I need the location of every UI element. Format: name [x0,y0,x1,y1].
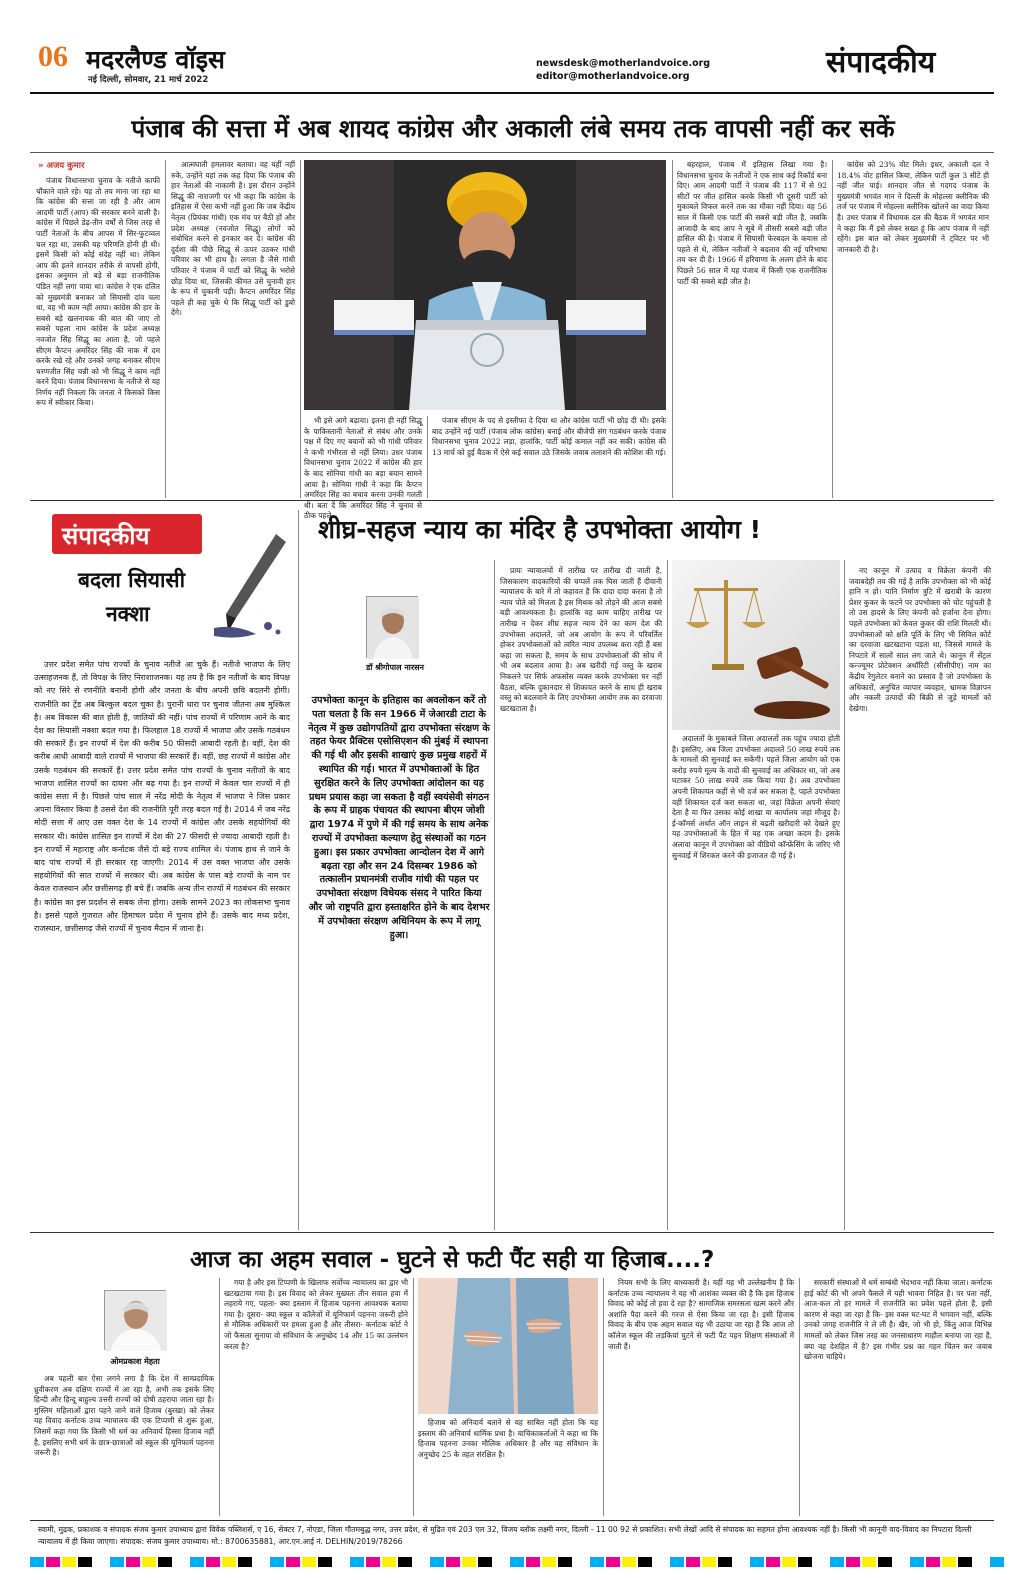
article2-col1: प्रायः न्यायालयों में तारीख पर तारीख दी जाती है, जिसकारण वादकारियों की चप्पलें तक घिस जाती हैं दीवानी न्यायालय के बारे में तो कहावत है कि दादा दादा करता है तो न्याय पोते को मिलता है इस मिथक को तोड़ने की आज सबसे बड़ी आवश्यकता है। हालांकि यह काम चाहिए तारीख पर तारीख न देकर शीघ्र सहज न्याय देने का काम देश की उपभोक्ता अदालतें, जो अब आयोग के रूप में परिवर्तित होकर उपभोक्ताओं को त्वरित न्याय उपलब्ध करा रही हैं बस कहा जा सकता है, समय के साथ उपभोक्ताओं की सोच में भी अब बदलाव आया है। अब खरीदी गई वस्तु के खराब निकलने पर सिर्फ अफसोस व्यक्त करके उपभोक्ता घर नहीं बैठता, बल्कि दुकानदार से शिकायत करने के साथ ही खराब वस्तु को बदलवाने के लिए उपभोक्ता आयोग तक का दरवाजा खटखटाता है। [500,566,662,713]
registration-swatch [942,1557,956,1567]
registration-swatch [526,1557,540,1567]
article2-bottom-rule [30,1232,994,1233]
article1-col1: पंजाब विधानसभा चुनाव के नतीजे काफी चौंकाने वाले रहे। यह तो तय माना जा रहा था कि कांग्रेस की सत्ता जा रही है और आम आदमी पार्टी (आप) की सरकार बनने वाली है। कांग्रेस में पिछले डेढ़-तीन वर्षों से जिस तरह से पार्टी नेताओं के बीच आपस में सिर-फुटव्वल चल रहा था, उसकी यह परिणति होनी ही थी। इसमें किसी को कोई संदेह नहीं था। लेकिन आप की इतने शानदार तरीके से वापसी होगी, इसका अनुमान तो बड़े से बड़ा राजनीतिक पंडित नहीं लगा पाया था। कांग्रेस ने एक दलित को मुख्यमंत्री बनाकर जो सियासी दांव चला था, वह भी काम नहीं आया। कांग्रेस की हार के सबसे बड़े खलनायक की बात की जाए तो सबसे पहला नाम कांग्रेस के प्रदेश अध्यक्ष नवजोत सिंह सिद्धू का आता है, जो पहले सीएम कैप्टन अमरिंदर सिंह की नाक में दम करके रखे रहे और उनको जगह बनाकर सीएम चरणजीत सिंह चन्नी को भी सिद्धू ने काम नहीं करने दिया। पंजाब विधानसभा के नतीजे से यह निर्णय नहीं निकला कि जनता ने किसको किस रूप में स्वीकार किया। [36,176,160,408]
registration-swatch [158,1557,172,1567]
editorial-body: उत्तर प्रदेश समेत पांच राज्यों के चुनाव नतीजे आ चुके हैं। नतीजे भाजपा के लिए उत्साहजनक हैं, तो विपक्ष के लिए निराशाजनक। यह तय है कि इन नतीजों के बाद विपक्ष को नए सिरे से रणनीति बनानी होगी और जनता के बीच अपनी छवि बदलनी होगी। राजनीति का ट्रेंड अब बिल्कुल बदल चुका है। पुरानी धारा पर चुनाव जीतना अब मुश्किल है। अब विकास की बात होती है, जातियों की नहीं। पांच राज्यों में परिणाम आने के बाद देश का सियासी नक्शा बदल गया है। फिलहाल 18 राज्यों में भाजपा और उसके गठबंधन की सरकारें हैं। इन राज्यों में देश की करीब 50 फीसदी आबादी रहती है। वहीं, देश की करीब आधी आबादी वाले राज्यों में भाजपा की सरकारें हैं। वहीं, छह राज्यों में कांग्रेस और उसके गठबंधन की सरकारें हैं। उत्तर प्रदेश समेत पांच राज्यों के चुनाव नतीजों के बाद भाजपा शासित राज्यों का दायरा और बढ़ गया है। इन राज्यों में केवल चार राज्यों में ही कांग्रेस सत्ता में है। पिछले पांच साल में नरेंद्र मोदी के नेतृत्व में भाजपा ने जिस प्रकार अपना विस्तार किया है उससे देश की राजनीति पूरी तरह बदल गई है। 2014 में जब नरेंद्र मोदी सत्ता में आए उस वक्त देश के 14 राज्यों में कांग्रेस और उसके सहयोगियों की सरकार थी। कांग्रेस शासित इन राज्यों में देश की 27 फीसदी से ज्यादा आबादी रहती है। इन राज्यों में महाराष्ट्र और कर्नाटक जैसे दो बड़े राज्य शामिल थे। पंजाब हाथ से जाने के बाद पांच राज्यों में ही सरकार रह जाएगी। 2014 में उस वक्त भाजपा और उसके सहयोगियों की सात राज्यों में सरकार थी। अब कांग्रेस के पास बड़े राज्यों के नाम पर केवल राजस्थान और छत्तीसगढ़ ही बचे हैं। जबकि अन्य तीन राज्यों में गठबंधन की सरकार है। कांग्रेस का इस प्रदर्शन से सबक लेना होगा। उसके सामने 2023 का लोकसभा चुनाव है। इससे पहले गुजरात और हिमाचल प्रदेश में चुनाव होने हैं। उसके बाद मध्य प्रदेश, राजस्थान, छत्तीसगढ़ जैसे राज्यों में चुनाव मैदान में जाना है। [34,660,290,934]
page-number: 06 [38,40,68,73]
registration-swatch [702,1557,716,1567]
registration-swatch [350,1557,364,1567]
registration-swatch [750,1557,764,1567]
registration-swatch [734,1557,748,1567]
registration-swatch [414,1557,428,1567]
registration-swatch [46,1557,60,1567]
registration-swatch [126,1557,140,1567]
registration-swatch [846,1557,860,1567]
registration-swatch [382,1557,396,1567]
article3-col4: नियम सभी के लिए बाध्यकारी है। यहीं यह भी उल्लेखनीय है कि कर्नाटक उच्च न्यायालय ने यह भी आशंका व्यक्त की है कि इस हिजाब विवाद को कोई तो हवा दे रहा है? सामाजिक समरसता खत्म करने और अशांति पैदा करने की गरज से ऐसा किया जा रहा है। इसी हिजाब विवाद के बीच एक अहम सवाल यह भी उठाया जा रहा है कि आज तो कॉलेज स्कूल की लड़कियां घुटने से फटी पैंट पहन शिक्षण संस्थाओं में जाती हैं। [608,1278,794,1351]
registration-bar [30,1554,994,1568]
registration-swatch [766,1557,780,1567]
article3-jeans-photo [418,1278,598,1414]
registration-swatch [926,1557,940,1567]
article2-headline: शीघ्र-सहज न्याय का मंदिर है उपभोक्ता आयोग ! [318,515,762,544]
article3-author-caption: ओमप्रकाश मेहता [110,1357,160,1366]
article2-col2: अदालतों के मुकाबले जिला अदालतों तक पहुंच ज्यादा होती है। इसलिए, अब जिला उपभोक्ता अदालतें 50 लाख रुपये तक के मामलों की सुनवाई कर सकेंगी। पहले जिला आयोग को एक करोड़ रुपये मूल्य के वादों की सुनवाई का अधिकार था, जो अब घटाकर 50 लाख रुपये तक किया गया है। अब उपभोक्ता अपनी शिकायत कहीं से भी दर्ज कर सकता है, पहले उपभोक्ता वहीं शिकायत दर्ज करा सकता था, जहां विक्रेता अपनी सेवाएं देता है या फिर उसका कोई शाखा या कार्यालय जहां मौजूद है। ई-कॉमर्स अर्थात ऑन लाइन से बढ़ती खरीदारी को देखते हुए यह उपभोक्ताओं के हित में यह एक अच्छा कदम है। इसके अलावा कानून में उपभोक्ता को वीडियो कॉन्फ्रेंसिंग के जरिए भी सुनवाई में शिरकत करने की इजाजत दी गई है। [672,734,840,860]
registration-swatch [606,1557,620,1567]
registration-swatch [990,1557,1004,1567]
article2-pullquote: उपभोक्ता कानून के इतिहास का अवलोकन करें तो पता चलता है कि सन 1966 में जेआरडी टाटा के नेतृत्व में कुछ उद्योगपतियों द्वारा उपभोक्ता संरक्षण के तहत फेयर प्रैक्टिस एसोसिएशन की मुंबई में स्थापना की गई थी और इसकी शाखाएं कुछ प्रमुख शहरों में स्थापित की गई। भारत में उपभोक्ताओं के हित सुरक्षित करने के लिए उपभोक्ता आंदोलन का यह प्रथम प्रयास कहा जा सकता है वहीं स्वयंसेवी संगठन के रूप में ग्राहक पंचायत की स्थापना बीएम जोशी द्वारा 1974 में पुणे में की गई समय के साथ अनेक राज्यों में उपभोक्ता कल्याण हेतु संस्थाओं का गठन हुआ। इस प्रकार उपभोक्ता आन्दोलन देश में आगे बढ़ता रहा और सन 24 दिसम्बर 1986 को तत्कालीन प्रधानमंत्री राजीव गांधी की पहल पर उपभोक्ता संरक्षण विधेयक संसद ने पारित किया और जो राष्ट्रपति द्वारा हस्ताक्षरित होने के बाद देशभर में उपभोक्ता संरक्षण अधिनियम के रूप में लागू हुआ। [308,695,490,941]
footer-imprint: स्वामी, मुद्रक, प्रकाशक व संपादक संजय कुमार उपाध्याय द्वारा विवेक पब्लिशर्स, ए 16, सेक्टर 7, नोएडा, जिला गौतमबुद्ध नगर, उत्तर प्रदेश, से मुद्रित एवं 203 एल 32, विजय ब्लॉक लक्ष्मी नगर, दिल्ली - 11 00 92 से प्रकाशित। सभी लेखों आदि से संपादक का सहमत होना आवश्यक नहीं है। किसी भी कानूनी वाद-विवाद का निपटारा दिल्ली न्यायालय में ही किया जाएगा। संपादक: संजय कुमार उपाध्याय। मो.: 8700635881, आर.एन.आई नं. DELHIN/2019/78266 [38,1525,972,1546]
footer-rule [30,1520,994,1521]
registration-swatch [366,1557,380,1567]
editorial-title-1: बदला सियासी [78,568,186,592]
registration-swatch [782,1557,796,1567]
article2-author-photo [366,596,418,658]
registration-swatch [686,1557,700,1567]
article2-col3: नए कानून में उत्पाद व विक्रेता कंपनी की जवाबदेही तय की गई है ताकि उपभोक्ता को भी कोई हानि न हो। यानि निर्माण त्रुटि में खराबी के कारण प्रेशर कुकर के फटने पर उपभोक्ता को चोट पहुंचती है तो उस हादसे के लिए कंपनी को हर्जाना देना होगा। पहले उपभोक्ता को केवल कुकर की राशि मिलती थी। उपभोक्ताओं को क्षति पूर्ति के लिए भी सिविल कोर्ट का दरवाजा खटखटाना पड़ता था, जिससे मामले के निपटारे में सालों साल लग जाते थे। कानून में सेंट्रल कन्ज्यूमर प्रोटेक्शन अथॉरिटी (सीसीपीए) नाम का केंद्रीय रेगुलेटर बनाने का प्रस्ताव है जो उपभोक्ता के अधिकारों, अनुचित व्यापार व्यवहार, भ्रामक विज्ञापन और नकली उत्पादों की बिक्री से जुड़े मामलों को देखेगा। [849,566,991,713]
article2-gavel-photo [672,560,840,730]
registration-swatch [830,1557,844,1567]
registration-swatch [174,1557,188,1567]
registration-swatch [222,1557,236,1567]
article3-col5: सरकारी संस्थाओं में धर्म सम्बंधी भेदभाव नहीं किया जाता। कर्नाटक हाई कोर्ट की भी अपने फैसले में यही भावना निहित है। पर पता नहीं, आज-कल तो हर मामले में राजनीति का प्रवेश पहले होता है, इसी कारण से कहा जा रहा है कि- इस वक्त घट-घट में भगवान नहीं, बल्कि उनको जगह राजनीति ने ले ली है। खैर, जो भी हो, किंतु आज विभिन्न मामलों को लेकर जिस तरह का जनसाधारण माहौल बनाया जा रहा है, क्या वह देशहित में है? इस गंभीर प्रश्न का गहन चिंतन कर जवाब खोजना चाहिये। [804,1278,992,1362]
registration-swatch [622,1557,636,1567]
section-label: संपादकीय [826,45,936,80]
article1-col5: बहरहाल, पंजाब में इतिहास लिखा गया है। विधानसभा चुनाव के नतीजों ने एक साथ कई रिकॉर्ड बना दिए। आम आदमी पार्टी ने पंजाब की 117 में से 92 सीटों पर जीत हासिल करके किसी भी दूसरी पार्टी को मुकाबले विफल करने तक का मौका नहीं दिया। वह 56 साल में किसी एक पार्टी की सबसे बड़ी जीत है, जबकि आजादी के बाद आप ने सूबे में तीसरी सबसे बड़ी जीत हासिल की है। पंजाब में सियासी फेरबदल के कयास तो पहले से थे, लेकिन नतीजों ने बदलाव की नई परिभाषा तय कर दी है। 1966 में हरियाणा के अलग होने के बाद पिछले 56 साल में यह पंजाब में किसी एक राजनीतिक पार्टी की सबसे बड़ी जीत है। [677,160,827,286]
registration-swatch [206,1557,220,1567]
article3-col1: अब पहली बार ऐसा लगने लगा है कि देश में साम्प्रदायिक ध्रुवीकरण अब दक्षिण राज्यों में आ रहा है, अभी तक इसके लिए हिन्दी और हिन्दू बाहुल्य उत्तरी राज्यों को दोषी ठहराया जाता रहा है। मुस्लिम महिलाओं द्वारा पहने जाने वाले हिजाब (बुरखा) को लेकर यह विवाद कर्नाटक उच्च न्यायालय की एक टिप्पणी से शुरू हुआ, जिसमें कहा गया कि किसी भी धर्म का अनिवार्य हिस्सा हिजाब नहीं है, इसलिए सभी धर्म के छात्र-छात्राओं को स्कूल की यूनिफार्म पहनना जरूरी है। [34,1374,214,1458]
email-editor[interactable]: editor@motherlandvoice.org [536,71,690,82]
registration-swatch [494,1557,508,1567]
article3-col3: हिजाब को अनिवार्य बताने से यह साबित नहीं होता कि यह इस्लाम की अनिवार्य धार्मिक प्रथा है। याचिकाकर्ताओं ने कहा था कि हिजाब पहनना उनका मौलिक अधिकार है और यह संविधान के अनुच्छेद 25 के तहत संरक्षित है। [418,1418,598,1459]
registration-swatch [590,1557,604,1567]
registration-swatch [462,1557,476,1567]
registration-swatch [910,1557,924,1567]
registration-swatch [814,1557,828,1567]
registration-swatch [670,1557,684,1567]
registration-swatch [398,1557,412,1567]
registration-swatch [238,1557,252,1567]
registration-swatch [862,1557,876,1567]
registration-swatch [94,1557,108,1567]
masthead [0,0,1024,100]
registration-swatch [302,1557,316,1567]
email-newsdesk[interactable]: newsdesk@motherlandvoice.org [536,58,711,69]
article2-author-caption: डॉ श्रीगोपाल नारसन [366,663,424,672]
article1-col4: पंजाब सीएम के पद से इस्तीफा दे दिया था और कांग्रेस पार्टी भी छोड़ दी थी। इसके बाद उन्होंने नई पार्टी (पंजाब लोक कांग्रेस) बनाई और बीजेपी संग गठबंधन करके पंजाब विधानसभा चुनाव 2022 लड़ा, हालांकि, पार्टी कोई कमाल नहीं कर सकी। कांग्रेस की 13 मार्च को हुई बैठक में ऐसे कई सवाल उठे जिसके जवाब तलाशने की कोशिश की गई। [432,416,666,457]
article3-col2: गया है और इस टिप्पणी के खिलाफ सर्वोच्च न्यायालय का द्वार भी खटखटाया गया है। इस विवाद को लेकर मुख्यतः तीन सवाल हवा में लहराये गए, पहला- क्या इस्लाम में हिजाब पहनना आवश्यक बताया गया है। दूसरा- क्या स्कूल व कॉलेजों में यूनिफार्म पहनना जरूरी होने से मौलिक अधिकारों पर हमला हुआ है और तीसरा- कर्नाटक कोर्ट ने जो फैसला सुनाया वो संविधान के अनुच्छेद 14 और 15 का उल्लंघन करता है? [224,1278,408,1351]
registration-swatch [574,1557,588,1567]
registration-swatch [542,1557,556,1567]
article1-col6: कांग्रेस को 23% वोट मिले। इधर, अकाली दल ने 18.4% वोट हासिल किया, लेकिन पार्टी कुल 3 सीटें ही नहीं जीत पाई। शानदार जीत से गदगद पंजाब के मुख्यमंत्री भगवंत मान ने दिल्ली के मोहल्ला क्लीनिक की तर्ज पर पंजाब में मोहल्ला क्लीनिक खोलने का वादा किया है। उधर पंजाब में विधायक दल की बैठक में भगवंत मान ने कहा कि मैं इसे लेकर सख्त हूं कि आप पंजाब में नहीं रहेंगे। इस बात को लेकर मुख्यमंत्री ने ट्विटर पर भी जानकारी दी है। [837,160,989,254]
article1-author: » अजय कुमार [38,161,85,171]
article1-headline: पंजाब की सत्ता में अब शायद कांग्रेस और अकाली लंबे समय तक वापसी नहीं कर सकें [131,114,895,143]
registration-swatch [958,1557,972,1567]
registration-swatch [558,1557,572,1567]
registration-swatch [654,1557,668,1567]
registration-swatch [286,1557,300,1567]
registration-swatch [334,1557,348,1567]
registration-swatch [974,1557,988,1567]
editorial-title-2: नक्शा [106,602,150,626]
registration-swatch [254,1557,268,1567]
article1-col2: आत्मघाती हमलावर बताया। वह यहीं नहीं रुके, उन्होंने यहां तक कह दिया कि पंजाब की हार नेताओं की नाकामी है। इस दौरान उन्होंने सिद्धू की नाराजगी पर भी कहा कि कांग्रेस के इतिहास में ऐसा कभी नहीं हुआ कि जब केंद्रीय नेतृत्व (प्रियंका गांधी) एक मंच पर बैठी हों और प्रदेश अध्यक्ष (नवजोत सिद्धू) लोगों को संबोधित करने से इनकार कर दें। कांग्रेस की दुर्दशा की पीछे सिद्धू से ऊपर उठकर गांधी परिवार का भी हाथ है। लगता है जैसे गांधी परिवार ने पंजाब में पार्टी को सिद्धू के भरोसे छोड़ दिया था, जिसकी कीमत उसे चुनावी हार के रूप में चुकानी पड़ी। कैप्टन अमरिंदर सिंह पहले ही कह चुके थे कि सिद्धू पार्टी को डुबो देंगे। [171,160,295,318]
registration-swatch [62,1557,76,1567]
article3-author-photo [104,1290,166,1350]
registration-swatch [270,1557,284,1567]
ink-pen-icon [206,528,292,640]
registration-swatch [510,1557,524,1567]
registration-swatch [878,1557,892,1567]
article1-col3: भी इसे आगे बढ़ाया। इतना ही नहीं सिद्धू के पाकिस्तानी नेताओं से संबंध और उनके पक्ष में दिए गए बयानों को भी गांधी परिवार ने कभी गंभीरता से नहीं लिया। उधर पंजाब विधानसभा चुनाव 2022 में कांग्रेस की हार के बाद सोनिया गांधी का बड़ा बयान सामने आया है। सोनिया गांधी ने कहा कि कैप्टन अमरिंदर सिंह का बचाव करना उनकी गलती थी। बता दें कि अमरिंदर सिंह ने चुनाव से ठीक पहले [304,416,422,521]
editorial-box [30,510,292,650]
article3-headline: आज का अहम सवाल - घुटने से फटी पैंट सही या हिजाब....? [190,1247,715,1273]
registration-swatch [78,1557,92,1567]
registration-swatch [318,1557,332,1567]
registration-swatch [30,1557,44,1567]
article1-photo [304,160,666,410]
editorial-label-text: संपादकीय [62,522,150,550]
registration-swatch [478,1557,492,1567]
registration-swatch [190,1557,204,1567]
masthead-rule [30,92,994,94]
registration-swatch [446,1557,460,1567]
registration-swatch [110,1557,124,1567]
registration-swatch [798,1557,812,1567]
registration-swatch [142,1557,156,1567]
dateline: नई दिल्ली, सोमवार, 21 मार्च 2022 [88,75,209,85]
paper-name: मदरलैण्ड वॉइस [86,45,225,74]
registration-swatch [430,1557,444,1567]
registration-swatch [894,1557,908,1567]
article1-bottom-rule [30,500,994,501]
registration-swatch [638,1557,652,1567]
article1-top-rule [30,152,994,153]
registration-swatch [718,1557,732,1567]
